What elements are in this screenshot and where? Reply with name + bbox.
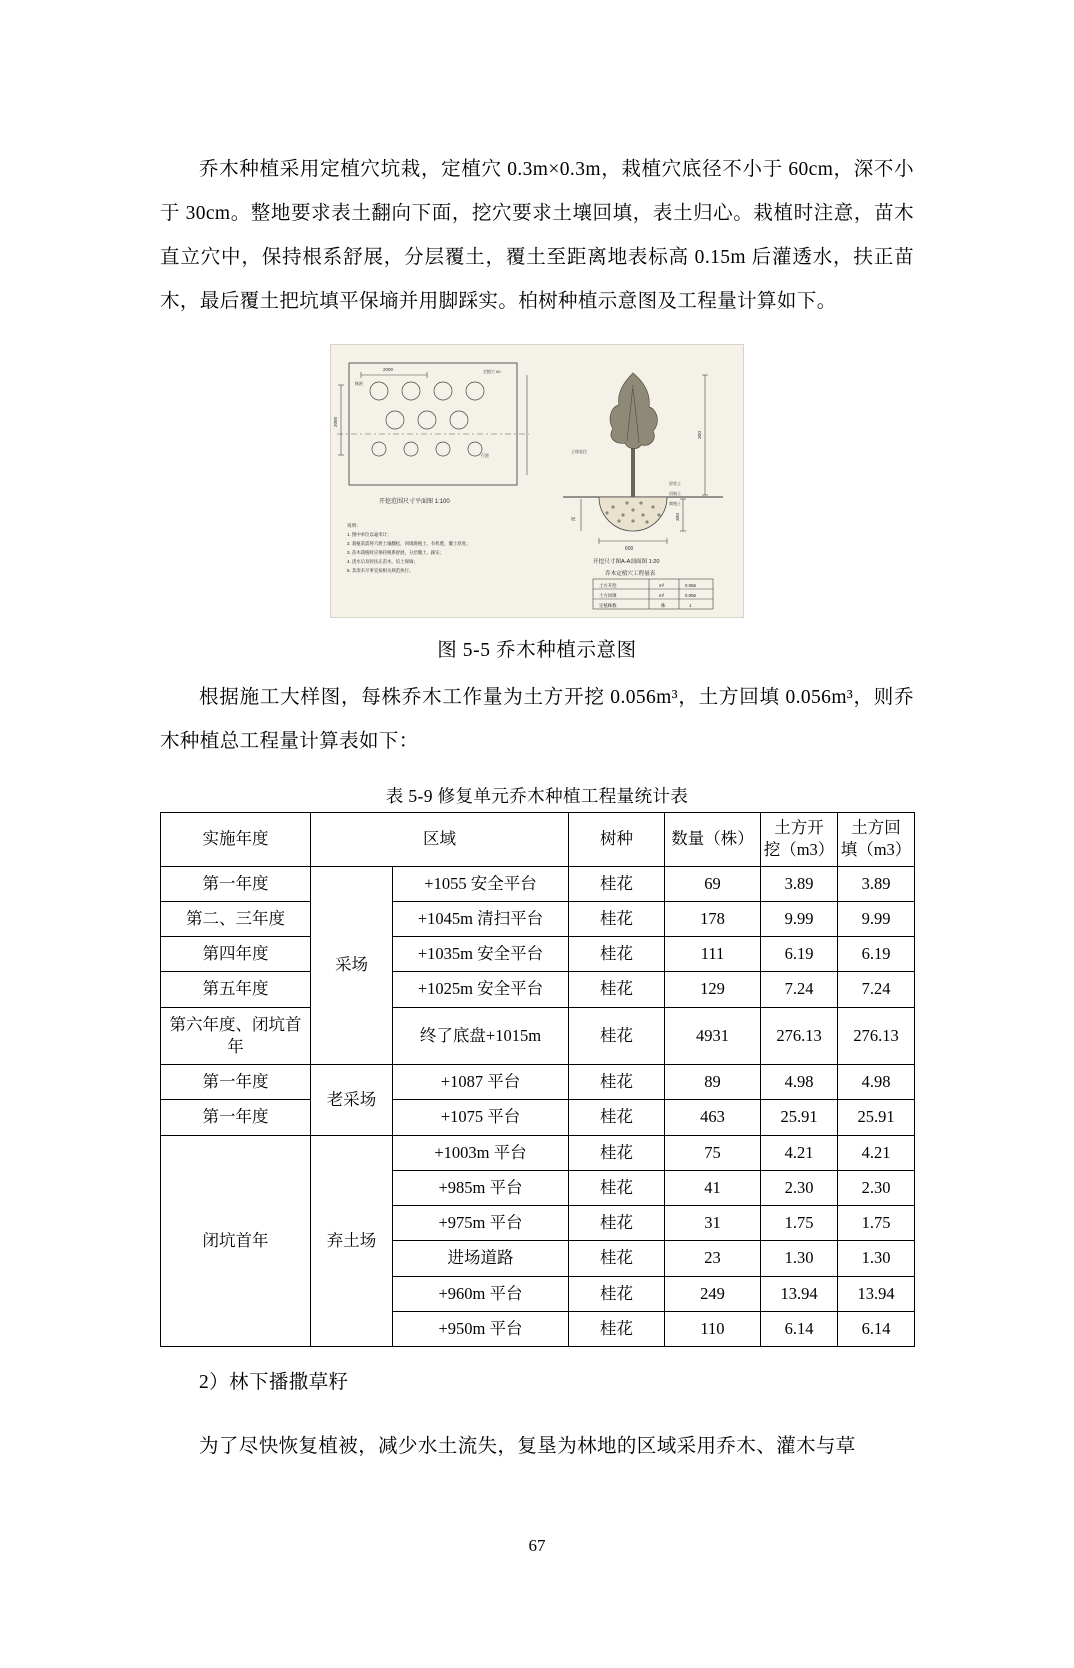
svg-text:回填土: 回填土 <box>669 490 681 496</box>
page-number: 67 <box>528 1536 546 1555</box>
svg-text:行距: 行距 <box>481 452 489 458</box>
cell-year: 第四年度 <box>161 937 311 972</box>
cell-excavation: 4.98 <box>761 1065 838 1100</box>
quantity-table <box>160 812 915 1347</box>
table-row <box>161 1135 915 1170</box>
cell-quantity: 111 <box>665 937 761 972</box>
cell-species: 桂花 <box>569 866 665 901</box>
cell-species: 桂花 <box>569 1007 665 1065</box>
cell-excavation: 25.91 <box>761 1100 838 1135</box>
svg-text:3. 苗木栽植时应保持根系舒展，分层覆土、踩实；: 3. 苗木栽植时应保持根系舒展，分层覆土、踩实； <box>347 549 445 555</box>
paragraph-grass-seeding-body: 为了尽快恢复植被，减少水土流失，复垦为林地的区域采用乔木、灌木与草 <box>199 1435 856 1457</box>
cell-area: +950m 平台 <box>393 1311 569 1346</box>
svg-text:4. 浇水后及时扶正苗木，培土保墒；: 4. 浇水后及时扶正苗木，培土保墒； <box>347 558 418 564</box>
cell-species: 桂花 <box>569 1311 665 1346</box>
cell-area: +960m 平台 <box>393 1276 569 1311</box>
cell-species: 桂花 <box>569 1135 665 1170</box>
cell-area: +1087 平台 <box>393 1065 569 1100</box>
cell-species: 桂花 <box>569 1276 665 1311</box>
header-species: 树种 <box>569 813 665 867</box>
cell-quantity: 41 <box>665 1170 761 1205</box>
cell-area: +985m 平台 <box>393 1170 569 1205</box>
cell-species: 桂花 <box>569 1100 665 1135</box>
header-excavation-line1: 土方开 <box>774 818 824 837</box>
cell-excavation: 6.14 <box>761 1311 838 1346</box>
cell-excavation: 2.30 <box>761 1170 838 1205</box>
table-row <box>161 901 915 936</box>
paragraph-planting-method: 乔木种植采用定植穴坑栽，定植穴 0.3m×0.3m，栽植穴底径不小于 60cm，深不小于 30cm。整地要求表土翻向下面，挖穴要求土壤回填，表土归心。栽植时注意，苗木直立穴中，保持根系舒展，分层覆土，覆土至距离地表标高 0.15m 后灌透水，扶正苗木，最后覆土把坑填平保墒并用脚踩实。柏树种植示意图及工程量计算如下。 <box>160 159 914 312</box>
svg-text:株: 株 <box>661 602 666 608</box>
svg-text:开挖尺寸图A-A剖面图 1:20: 开挖尺寸图A-A剖面图 1:20 <box>593 558 660 565</box>
cell-backfill: 13.94 <box>838 1276 915 1311</box>
cell-quantity: 23 <box>665 1241 761 1276</box>
cell-area: +1025m 安全平台 <box>393 972 569 1007</box>
svg-text:土球直径: 土球直径 <box>571 448 587 454</box>
svg-text:m³: m³ <box>659 582 665 588</box>
svg-text:定植株数: 定植株数 <box>599 602 617 608</box>
table-header-row <box>161 813 915 867</box>
cell-backfill: 4.98 <box>838 1065 915 1100</box>
cell-species: 桂花 <box>569 1241 665 1276</box>
cell-area: +1055 安全平台 <box>393 866 569 901</box>
cell-species: 桂花 <box>569 1065 665 1100</box>
svg-text:定植穴 60: 定植穴 60 <box>483 368 501 374</box>
cell-quantity: 89 <box>665 1065 761 1100</box>
cell-area: +1035m 安全平台 <box>393 937 569 972</box>
cell-quantity: 178 <box>665 901 761 936</box>
cell-quantity: 69 <box>665 866 761 901</box>
svg-text:2000: 2000 <box>333 416 338 427</box>
svg-text:土方开挖: 土方开挖 <box>599 582 617 588</box>
header-excavation-line2: 挖（m3） <box>763 840 835 860</box>
svg-text:腐殖土: 腐殖土 <box>669 500 681 506</box>
cell-year: 第六年度、闭坑首年 <box>161 1007 311 1065</box>
cell-species: 桂花 <box>569 1170 665 1205</box>
cell-quantity: 75 <box>665 1135 761 1170</box>
paragraph-grass-seeding-title: 2）林下播撒草籽 <box>199 1372 349 1394</box>
svg-text:乔木定植穴工程量表: 乔木定植穴工程量表 <box>605 570 656 577</box>
svg-text:5. 其余未尽事宜按相关规范执行。: 5. 其余未尽事宜按相关规范执行。 <box>347 567 414 573</box>
cell-backfill: 3.89 <box>838 866 915 901</box>
cell-area: +975m 平台 <box>393 1206 569 1241</box>
svg-text:300: 300 <box>676 512 681 521</box>
svg-text:0.056: 0.056 <box>685 582 696 588</box>
svg-text:600: 600 <box>625 545 634 552</box>
cell-backfill: 4.21 <box>838 1135 915 1170</box>
svg-text:深: 深 <box>571 516 576 521</box>
paragraph-workload: 根据施工大样图，每株乔木工作量为土方开挖 0.056m³，土方回填 0.056m³，则乔木种植总工程量计算表如下： <box>160 686 914 752</box>
cell-quantity: 249 <box>665 1276 761 1311</box>
document-page <box>0 148 1074 1668</box>
cell-quantity: 463 <box>665 1100 761 1135</box>
header-year: 实施年度 <box>161 813 311 867</box>
figure-tree-planting-diagram <box>160 344 914 618</box>
cell-area: +1075 平台 <box>393 1100 569 1135</box>
svg-text:m³: m³ <box>659 592 665 598</box>
cell-zone: 弃土场 <box>311 1135 393 1347</box>
cell-year: 第一年度 <box>161 1100 311 1135</box>
cell-excavation: 7.24 <box>761 972 838 1007</box>
cell-backfill: 6.19 <box>838 937 915 972</box>
table-body <box>161 866 915 1347</box>
svg-text:2000: 2000 <box>383 366 394 372</box>
cell-species: 桂花 <box>569 972 665 1007</box>
figure-caption: 图 5-5 乔木种植示意图 <box>437 639 637 661</box>
cell-zone: 老采场 <box>311 1065 393 1136</box>
cell-species: 桂花 <box>569 937 665 972</box>
svg-text:土方回填: 土方回填 <box>599 592 617 598</box>
svg-text:1. 图中单位以毫米计；: 1. 图中单位以毫米计； <box>347 531 392 537</box>
svg-text:原状土: 原状土 <box>669 480 681 486</box>
cell-backfill: 2.30 <box>838 1170 915 1205</box>
header-quantity: 数量（株） <box>665 813 761 867</box>
cell-species: 桂花 <box>569 901 665 936</box>
figure-image <box>330 344 744 618</box>
table-row <box>161 1100 915 1135</box>
cell-area: +1045m 清扫平台 <box>393 901 569 936</box>
cell-excavation: 13.94 <box>761 1276 838 1311</box>
cell-backfill: 7.24 <box>838 972 915 1007</box>
table-row <box>161 972 915 1007</box>
cell-backfill: 9.99 <box>838 901 915 936</box>
cell-backfill: 1.30 <box>838 1241 915 1276</box>
svg-text:2. 栽植前需将穴底土壤翻松，回填腐殖土、有机肥，覆土厚度；: 2. 栽植前需将穴底土壤翻松，回填腐殖土、有机肥，覆土厚度； <box>347 540 471 546</box>
cell-backfill: 6.14 <box>838 1311 915 1346</box>
table-row <box>161 937 915 972</box>
cell-backfill: 1.75 <box>838 1206 915 1241</box>
cell-excavation: 1.75 <box>761 1206 838 1241</box>
header-backfill-line1: 土方回 <box>851 818 901 837</box>
table-caption: 表 5-9 修复单元乔木种植工程量统计表 <box>385 786 689 806</box>
header-excavation <box>761 813 838 867</box>
cell-zone: 采场 <box>311 866 393 1065</box>
cell-excavation: 4.21 <box>761 1135 838 1170</box>
svg-text:300: 300 <box>698 430 703 439</box>
cell-quantity: 129 <box>665 972 761 1007</box>
cell-year: 第二、三年度 <box>161 901 311 936</box>
cell-area: 进场道路 <box>393 1241 569 1276</box>
cell-area: 终了底盘+1015m <box>393 1007 569 1065</box>
cell-quantity: 31 <box>665 1206 761 1241</box>
svg-text:株距: 株距 <box>355 380 363 386</box>
cell-year: 闭坑首年 <box>161 1135 311 1347</box>
svg-text:开挖范围尺寸平面图 1:100: 开挖范围尺寸平面图 1:100 <box>379 498 450 505</box>
table-row <box>161 1065 915 1100</box>
cell-quantity: 4931 <box>665 1007 761 1065</box>
cell-backfill: 276.13 <box>838 1007 915 1065</box>
svg-text:1: 1 <box>689 602 692 608</box>
cell-backfill: 25.91 <box>838 1100 915 1135</box>
cell-species: 桂花 <box>569 1206 665 1241</box>
cell-area: +1003m 平台 <box>393 1135 569 1170</box>
header-backfill <box>838 813 915 867</box>
cell-excavation: 9.99 <box>761 901 838 936</box>
cell-year: 第一年度 <box>161 1065 311 1100</box>
cell-excavation: 1.30 <box>761 1241 838 1276</box>
header-area: 区域 <box>311 813 569 867</box>
svg-text:说明：: 说明： <box>347 522 361 528</box>
cell-year: 第一年度 <box>161 866 311 901</box>
cell-excavation: 276.13 <box>761 1007 838 1065</box>
cell-excavation: 6.19 <box>761 937 838 972</box>
figure-svg <box>331 345 743 617</box>
cell-quantity: 110 <box>665 1311 761 1346</box>
cell-excavation: 3.89 <box>761 866 838 901</box>
table-row <box>161 1007 915 1065</box>
svg-text:0.056: 0.056 <box>685 592 696 598</box>
cell-year: 第五年度 <box>161 972 311 1007</box>
table-row <box>161 866 915 901</box>
header-backfill-line2: 填（m3） <box>840 840 912 860</box>
